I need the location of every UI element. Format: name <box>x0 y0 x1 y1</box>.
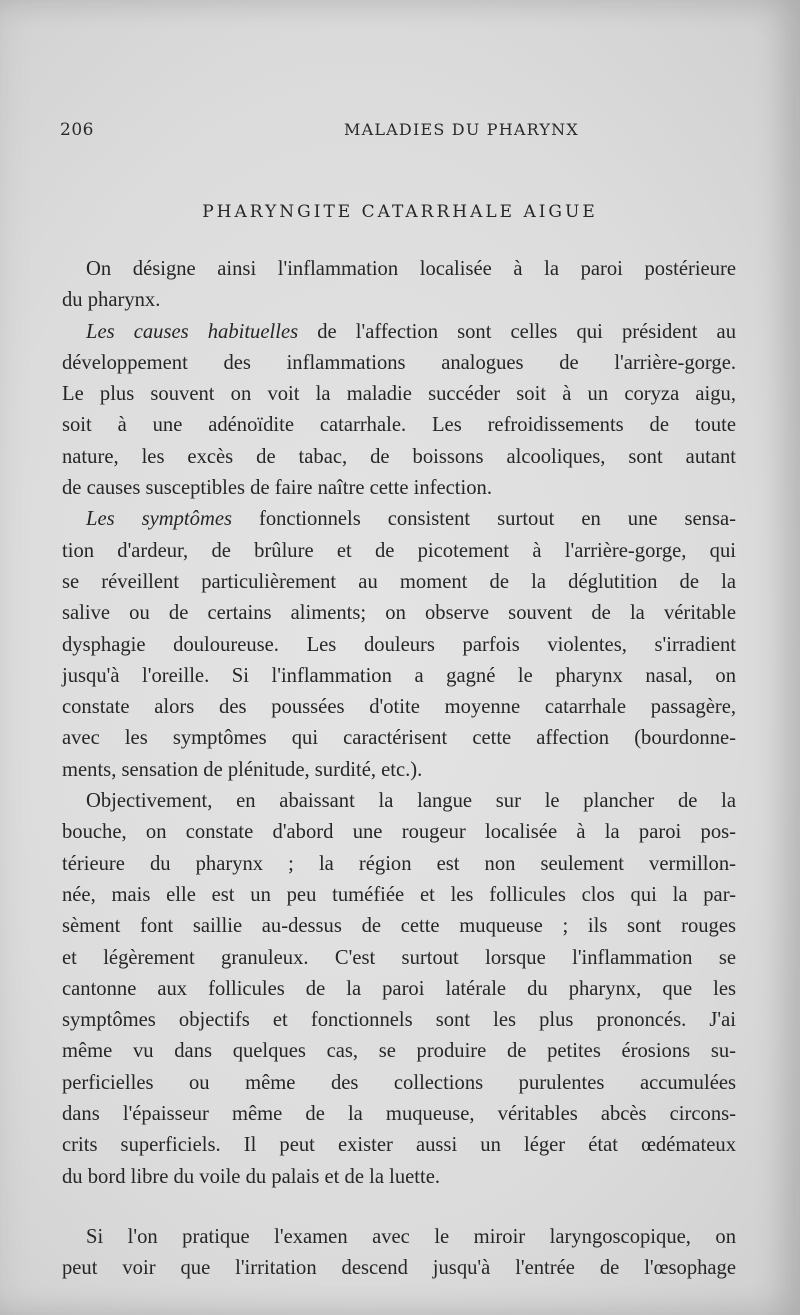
text-line <box>62 723 736 754</box>
text-line <box>62 567 736 598</box>
text-run: avec les symptômes qui caractérisent cette affection (bourdonne- <box>62 727 736 750</box>
text-line <box>62 817 736 848</box>
text-line <box>62 598 736 629</box>
text-line <box>62 1253 736 1284</box>
text-run: de causes susceptibles de faire naître cette infection. <box>62 477 492 500</box>
text-line <box>62 379 736 410</box>
italic-run: Les symptômes <box>86 508 232 531</box>
text-run: tion d'ardeur, de brûlure et de picotement à l'arrière-gorge, qui <box>62 539 736 562</box>
text-run: de l'affection sont celles qui président au <box>298 320 736 343</box>
italic-run: Les causes habituelles <box>86 320 299 343</box>
text-line <box>62 630 736 661</box>
text-run: nature, les excès de tabac, de boissons alcooliques, sont autant <box>62 445 736 468</box>
text-line <box>62 285 736 316</box>
text-run: Le plus souvent on voit la maladie succéder soit à un coryza aigu, <box>62 383 736 406</box>
text-line <box>62 1005 736 1036</box>
section-title: PHARYNGITE CATARRHALE AIGUE <box>202 202 598 222</box>
text-run: développement des inflammations analogues de l'arrière-gorge. <box>62 351 736 374</box>
text-line <box>62 880 736 911</box>
text-run: dans l'épaisseur même de la muqueuse, véritables abcès circons- <box>62 1103 736 1126</box>
text-run: fonctionnels consistent surtout en une sensa- <box>231 508 736 531</box>
running-head <box>60 116 740 144</box>
text-run: du bord libre du voile du palais et de la luette. <box>62 1165 441 1188</box>
text-line <box>62 692 736 723</box>
text-line <box>62 1222 736 1253</box>
text-line <box>62 317 736 348</box>
text-line <box>62 849 736 880</box>
text-run: ments, sensation de plénitude, surdité, etc.). <box>62 758 423 781</box>
text-run: Objectivement, en abaissant la langue sur le plancher de la <box>86 790 736 813</box>
text-line <box>62 536 736 567</box>
paragraph-gap <box>62 1193 736 1222</box>
text-run: jusqu'à l'oreille. Si l'inflammation a gagné le pharynx nasal, on <box>62 664 736 687</box>
text-line <box>62 1068 736 1099</box>
text-line <box>62 911 736 942</box>
text-run: On désigne ainsi l'inflammation localisée à la paroi postérieure <box>86 258 736 280</box>
page-number: 206 <box>60 120 94 140</box>
text-run: peut voir que l'irritation descend jusqu'à l'entrée de l'œsophage <box>62 1257 736 1280</box>
text-run: cantonne aux follicules de la paroi latérale du pharynx, que les <box>62 977 736 1000</box>
text-run: symptômes objectifs et fonctionnels sont les plus prononcés. J'ai <box>62 1009 736 1032</box>
text-line <box>62 473 736 504</box>
text-line <box>62 786 736 817</box>
text-line <box>62 661 736 692</box>
text-run: dysphagie douloureuse. Les douleurs parfois violentes, s'irradient <box>62 633 736 656</box>
text-line <box>62 410 736 441</box>
text-run: née, mais elle est un peu tuméfiée et les follicules clos qui la par- <box>62 883 736 906</box>
text-line <box>62 254 736 285</box>
text-run: même vu dans quelques cas, se produire de petites érosions su- <box>62 1040 736 1063</box>
text-line <box>62 504 736 535</box>
text-run: salive ou de certains aliments; on observe souvent de la véritable <box>62 602 736 625</box>
text-run: sèment font saillie au-dessus de cette muqueuse ; ils sont rouges <box>62 915 736 938</box>
text-line <box>62 1099 736 1130</box>
text-run: perficielles ou même des collections purulentes accumulées <box>62 1071 736 1094</box>
text-line <box>62 974 736 1005</box>
text-run: et légèrement granuleux. C'est surtout lorsque l'inflammation se <box>62 946 736 969</box>
running-title: MALADIES DU PHARYNX <box>344 120 579 139</box>
text-line <box>62 348 736 379</box>
text-line <box>62 755 736 786</box>
text-run: bouche, on constate d'abord une rougeur localisée à la paroi pos- <box>62 821 736 844</box>
text-line <box>62 1036 736 1067</box>
text-run: Si l'on pratique l'examen avec le miroir laryngoscopique, on <box>86 1225 736 1248</box>
text-run: du pharynx. <box>62 289 161 312</box>
text-line <box>62 1130 736 1161</box>
text-run: soit à une adénoïdite catarrhale. Les refroidissements de toute <box>62 414 736 437</box>
text-run: constate alors des poussées d'otite moyenne catarrhale passagère, <box>62 696 736 719</box>
text-line <box>62 442 736 473</box>
text-line <box>62 943 736 974</box>
text-line <box>62 1162 736 1193</box>
text-run: térieure du pharynx ; la région est non seulement vermillon- <box>62 852 736 875</box>
body-text <box>62 254 736 1285</box>
text-run: se réveillent particulièrement au moment de la déglutition de la <box>62 570 736 593</box>
text-run: crits superficiels. Il peut exister aussi un léger état œdémateux <box>62 1134 736 1157</box>
